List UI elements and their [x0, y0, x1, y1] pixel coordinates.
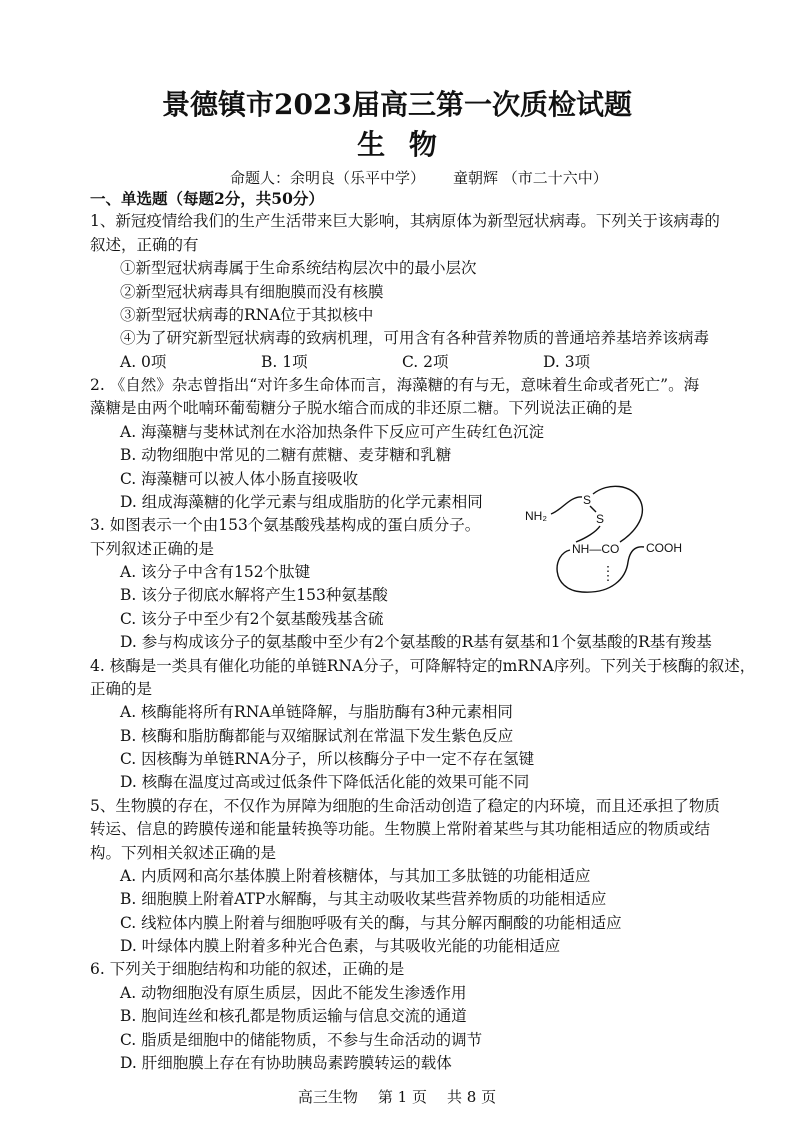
option-c: C. 2项: [402, 352, 449, 371]
author-line: [230, 168, 608, 188]
carboxyl-end-label: COOH: [646, 541, 682, 555]
author-2: 童朝辉 （市二十六中）: [453, 169, 608, 187]
option-d: D. 肝细胞膜上存在有协助胰岛素跨膜转运的载体: [120, 1053, 452, 1072]
option-a: A. 核酶能将所有RNA单链降解，与脂肪酶有3种元素相同: [120, 703, 513, 722]
question-3-stem-line: 3. 如图表示一个由153个氨基酸残基构成的蛋白质分子。: [90, 516, 481, 535]
question-1-stem-line: 1、新冠疫情给我们的生产生活带来巨大影响，其病原体为新型冠状病毒。下列关于该病毒的: [90, 212, 720, 231]
subject-title: 生 物: [357, 128, 437, 161]
question-5-stem-line: 转运、信息的跨膜传递和能量转换等功能。生物膜上常附着某些与其功能相适应的物质或结: [90, 820, 711, 839]
question-1-options: [90, 351, 780, 374]
option-d: D. 组成海藻糖的化学元素与组成脂肪的化学元素相同: [120, 492, 483, 511]
option-b: B. 胞间连丝和核孔都是物质运输与信息交流的通道: [120, 1007, 467, 1026]
option-a: A. 海藻糖与斐林试剂在水浴加热条件下反应可产生砖红色沉淀: [120, 422, 545, 441]
option-c: C. 因核酶为单链RNA分子，所以核酶分子中一定不存在氢键: [120, 750, 535, 768]
option-c: C. 海藻糖可以被人体小肠直接吸收: [120, 469, 359, 488]
question-2-stem-line: 藻糖是由两个吡喃环葡萄糖分子脱水缩合而成的非还原二糖。下列说法正确的是: [90, 399, 633, 418]
question-3-stem-line: 下列叙述正确的是: [90, 539, 215, 558]
option-b: B. 该分子彻底水解将产生153种氨基酸: [120, 586, 388, 605]
option-a: A. 该分子中含有152个肽键: [120, 563, 311, 581]
option-c: C. 该分子中至少有2个氨基酸残基含硫: [120, 609, 384, 628]
question-1-statement: ②新型冠状病毒具有细胞膜而没有核膜: [120, 282, 384, 301]
question-5-stem-line: 5、生物膜的存在，不仅作为屏障为细胞的生命活动创造了稳定的内环境，而且还承担了物质: [90, 796, 720, 815]
option-d: D. 参与构成该分子的氨基酸中至少有2个氨基酸的R基有氨基和1个氨基酸的R基有羧基: [120, 633, 712, 652]
page-footer: [0, 1087, 794, 1107]
protein-molecule-diagram: [520, 482, 700, 597]
option-c: C. 线粒体内膜上附着与细胞呼吸有关的酶，与其分解丙酮酸的功能相适应: [120, 913, 622, 932]
question-1-statement: ①新型冠状病毒属于生命系统结构层次中的最小层次: [120, 259, 477, 278]
question-1-stem-line: 叙述，正确的有: [90, 235, 199, 254]
section-heading: 一、单选题（每题2分，共50分）: [90, 189, 324, 208]
question-4-stem-line: 4. 核酶是一类具有催化功能的单链RNA分子，可降解特定的mRNA序列。下列关于核酶的叙述，: [90, 656, 756, 675]
footer-subject: 高三生物: [297, 1088, 358, 1106]
question-1-statement: ④为了研究新型冠状病毒的致病机理，可用含有各种营养物质的普通培养基培养该病毒: [120, 329, 710, 348]
amino-end-label: NH₂: [525, 509, 547, 523]
question-6-stem-line: 6. 下列关于细胞结构和功能的叙述，正确的是: [90, 960, 405, 979]
option-d: D. 叶绿体内膜上附着多种光合色素，与其吸收光能的功能相适应: [120, 937, 561, 955]
footer-page-number: 第 1 页: [377, 1088, 427, 1106]
sulfur-label-1: S: [583, 493, 592, 507]
question-body: [90, 187, 780, 1075]
option-d: D. 核酶在温度过高或过低条件下降低活化能的效果可能不同: [120, 773, 530, 792]
option-a: A. 动物细胞没有原生质层，因此不能发生渗透作用: [120, 983, 467, 1002]
question-2-stem-line: 2. 《自然》杂志曾指出“对许多生命体而言，海藻糖的有与无，意味着生命或者死亡”。海: [90, 376, 700, 394]
option-c: C. 脂质是细胞中的储能物质，不参与生命活动的调节: [120, 1030, 483, 1049]
option-b: B. 动物细胞中常见的二糖有蔗糖、麦芽糖和乳糖: [120, 446, 452, 465]
option-b: B. 核酶和脂肪酶都能与双缩脲试剂在常温下发生紫色反应: [120, 726, 514, 745]
option-b: B. 1项: [261, 352, 308, 371]
option-a: A. 0项: [120, 352, 167, 371]
chain-segment-amino: [551, 497, 582, 514]
option-d: D. 3项: [543, 352, 591, 371]
chain-segment-middle: [576, 526, 600, 542]
footer-page-total: 共 8 页: [447, 1088, 497, 1106]
option-b: B. 细胞膜上附着ATP水解酶，与其主动吸收某些营养物质的功能相适应: [120, 890, 607, 909]
question-5-stem-line: 构。下列相关叙述正确的是: [90, 843, 277, 862]
question-1-statement: ③新型冠状病毒的RNA位于其拟核中: [120, 305, 374, 324]
peptide-link-label: NH—CO: [572, 542, 620, 556]
author-1: 命题人：余明良（乐平中学）: [230, 169, 426, 187]
option-a: A. 内质网和高尔基体膜上附着核糖体，与其加工多肽链的功能相适应: [120, 866, 591, 885]
exam-title: 景德镇市2023届高三第一次质检试题: [162, 88, 632, 121]
sulfur-label-2: S: [596, 512, 605, 526]
question-4-stem-line: 正确的是: [90, 679, 153, 698]
